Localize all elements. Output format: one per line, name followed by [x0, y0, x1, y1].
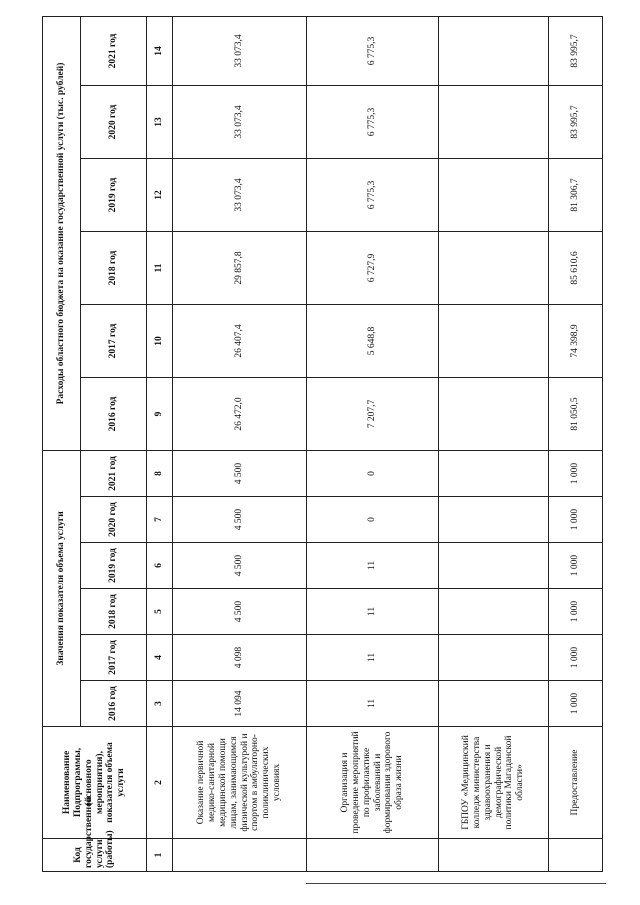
row-name-cell: Организация и проведение мероприятий по профилактике заболеваний и формирования здорового образа жизни [307, 727, 439, 839]
column-number: 2 [147, 727, 173, 839]
budget-value-cell: 83 995,7 [549, 86, 603, 159]
volume-year-header: 2021 год [81, 451, 147, 497]
volume-value-cell: 4 500 [173, 543, 307, 589]
volume-value-cell [439, 635, 549, 681]
column-number: 4 [147, 635, 173, 681]
volume-value-cell: 1 000 [549, 589, 603, 635]
budget-value-cell [439, 305, 549, 378]
column-number: 13 [147, 86, 173, 159]
volume-value-cell [439, 451, 549, 497]
budget-value-cell [439, 232, 549, 305]
column-number-row [147, 17, 173, 872]
footer-rule [306, 883, 606, 884]
volume-value-cell: 1 000 [549, 451, 603, 497]
header-code: Код государственной услуги (работы) [43, 839, 147, 872]
budget-year-header: 2018 год [81, 232, 147, 305]
budget-value-cell: 33 073,4 [173, 17, 307, 86]
volume-value-cell: 11 [307, 635, 439, 681]
header-volume-group: Значения показателя объема услуги [43, 451, 81, 727]
volume-value-cell: 4 500 [173, 589, 307, 635]
budget-year-header: 2020 год [81, 86, 147, 159]
budget-value-cell: 5 648,8 [307, 305, 439, 378]
budget-value-cell: 29 857,8 [173, 232, 307, 305]
budget-value-cell: 33 073,4 [173, 159, 307, 232]
budget-value-cell: 7 207,7 [307, 378, 439, 451]
header-budget-group: Расходы областного бюджета на оказание государственной услуги (тыс. рублей) [43, 17, 81, 451]
budget-value-cell: 81 306,7 [549, 159, 603, 232]
volume-value-cell [439, 681, 549, 727]
budget-value-cell: 6 775,3 [307, 86, 439, 159]
table-row [439, 17, 549, 872]
row-code-cell [173, 839, 307, 872]
budget-value-cell: 85 610,6 [549, 232, 603, 305]
column-number: 14 [147, 17, 173, 86]
budget-value-cell [439, 159, 549, 232]
budget-value-cell: 6 775,3 [307, 159, 439, 232]
volume-value-cell: 4 500 [173, 451, 307, 497]
budget-table [42, 16, 603, 872]
column-number: 12 [147, 159, 173, 232]
budget-value-cell: 33 073,4 [173, 86, 307, 159]
column-number: 3 [147, 681, 173, 727]
column-number: 8 [147, 451, 173, 497]
table-row [173, 17, 307, 872]
volume-year-header: 2019 год [81, 543, 147, 589]
rotated-table-container [42, 17, 602, 872]
volume-value-cell: 0 [307, 451, 439, 497]
row-name-cell: Оказание первичной медико-санитарной медицинской помощи лицам, занимающимся физической культурой и спортом в амбулаторно-поликлинических условиях [173, 727, 307, 839]
volume-year-header: 2017 год [81, 635, 147, 681]
column-number: 11 [147, 232, 173, 305]
volume-year-header: 2018 год [81, 589, 147, 635]
column-number: 7 [147, 497, 173, 543]
volume-value-cell: 4 500 [173, 497, 307, 543]
volume-value-cell [439, 543, 549, 589]
table-body [43, 17, 603, 872]
budget-value-cell: 83 995,7 [549, 17, 603, 86]
budget-value-cell: 26 407,4 [173, 305, 307, 378]
volume-value-cell [439, 497, 549, 543]
budget-year-header: 2016 год [81, 378, 147, 451]
header-name: Наименование Подпрограммы, (основного мероприятия), показателя объема услуги [43, 727, 147, 839]
volume-value-cell: 11 [307, 589, 439, 635]
column-number: 1 [147, 839, 173, 872]
column-number: 5 [147, 589, 173, 635]
budget-value-cell: 6 727,9 [307, 232, 439, 305]
volume-value-cell: 14 094 [173, 681, 307, 727]
volume-value-cell: 11 [307, 681, 439, 727]
volume-year-header: 2020 год [81, 497, 147, 543]
volume-value-cell: 1 000 [549, 497, 603, 543]
volume-value-cell: 1 000 [549, 681, 603, 727]
row-code-cell [439, 839, 549, 872]
row-name-cell: Предоставление [549, 727, 603, 839]
budget-value-cell: 26 472,0 [173, 378, 307, 451]
volume-year-header: 2016 год [81, 681, 147, 727]
table-row [549, 17, 603, 872]
volume-value-cell: 4 098 [173, 635, 307, 681]
row-code-cell [307, 839, 439, 872]
budget-value-cell: 6 775,3 [307, 17, 439, 86]
budget-year-header: 2019 год [81, 159, 147, 232]
volume-value-cell: 0 [307, 497, 439, 543]
budget-value-cell [439, 17, 549, 86]
volume-value-cell: 1 000 [549, 635, 603, 681]
budget-value-cell [439, 378, 549, 451]
volume-value-cell [439, 589, 549, 635]
header-row-groups [43, 17, 81, 872]
row-code-cell [549, 839, 603, 872]
column-number: 10 [147, 305, 173, 378]
table-row [307, 17, 439, 872]
budget-value-cell: 74 398,9 [549, 305, 603, 378]
column-number: 6 [147, 543, 173, 589]
budget-year-header: 2017 год [81, 305, 147, 378]
volume-value-cell: 11 [307, 543, 439, 589]
volume-value-cell: 1 000 [549, 543, 603, 589]
budget-value-cell: 81 050,5 [549, 378, 603, 451]
row-name-cell: ГБПОУ «Медицинский колледж министерства здравоохранения и демографической политики Магаданской области» [439, 727, 549, 839]
budget-year-header: 2021 год [81, 17, 147, 86]
column-number: 9 [147, 378, 173, 451]
budget-value-cell [439, 86, 549, 159]
